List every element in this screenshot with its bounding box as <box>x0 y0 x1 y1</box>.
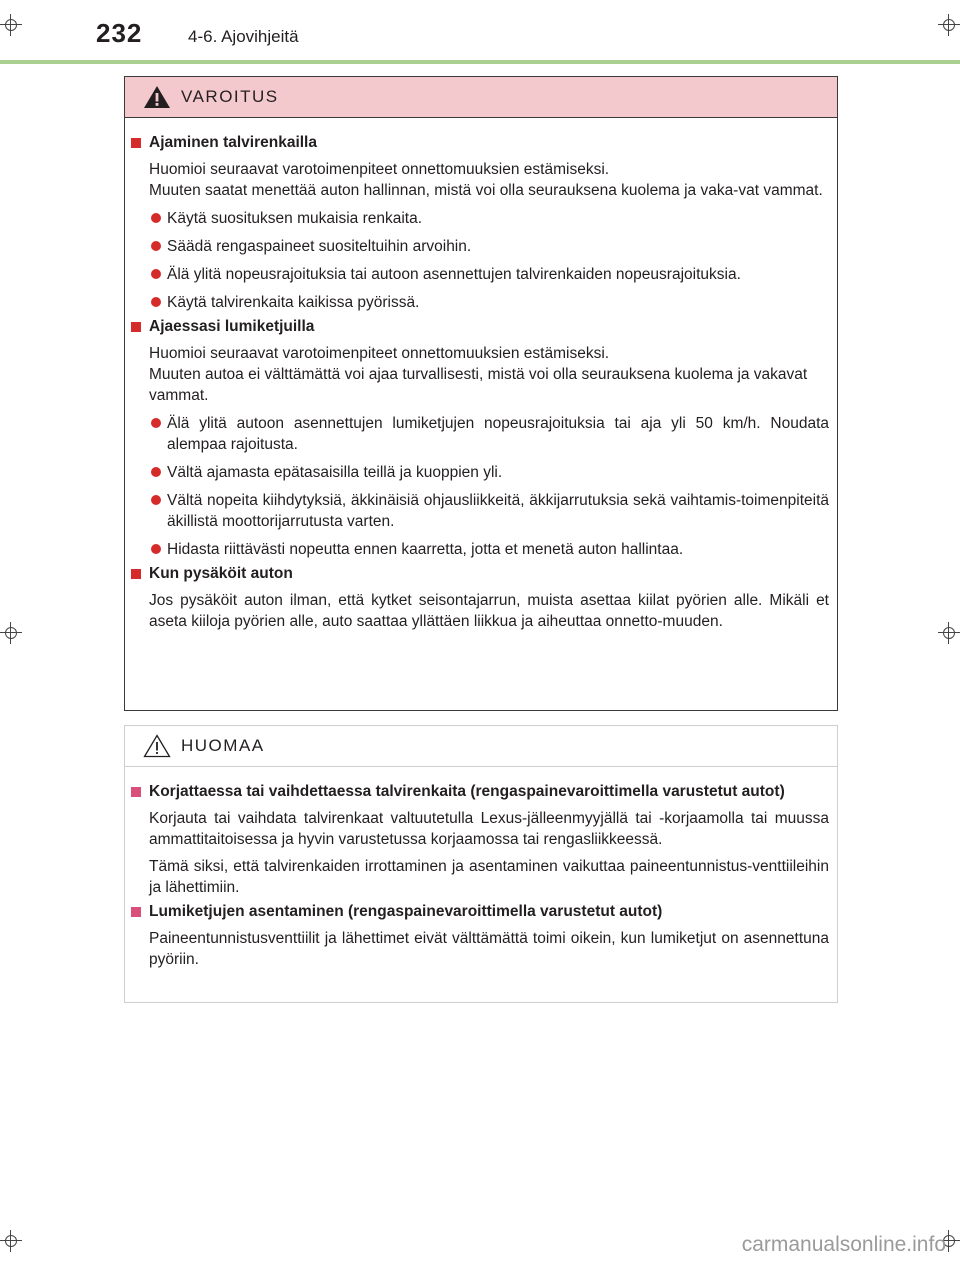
bullet-text: Älä ylitä nopeusrajoituksia tai autoon asennettujen talvirenkaiden nopeusrajoituksia. <box>167 266 741 283</box>
bullet-item <box>131 208 829 229</box>
bullet-item <box>131 539 829 560</box>
bullet-text: Käytä suosituksen mukaisia renkaita. <box>167 210 423 227</box>
square-bullet-icon <box>131 569 141 579</box>
notice-box <box>124 725 838 1003</box>
item-title <box>131 901 829 922</box>
item-title-text: Kun pysäköit auton <box>149 565 293 582</box>
paragraph: Paineentunnistusventtiilit ja lähettimet eivät välttämättä toimi oikein, kun lumiketjut on asennettuna pyöriin. <box>149 930 829 968</box>
paragraph: Tämä siksi, että talvirenkaiden irrottaminen ja asentaminen vaikuttaa paineentunnistus-venttiileihin ja lähettimiin. <box>149 858 829 896</box>
bullet-text: Säädä rengaspaineet suositeltuihin arvoihin. <box>167 238 472 255</box>
warning-triangle-icon <box>143 85 171 109</box>
warning-label: VAROITUS <box>181 87 279 106</box>
bullet-item <box>131 462 829 483</box>
crop-mark-bottom-left <box>0 1230 22 1252</box>
square-bullet-icon <box>131 322 141 332</box>
section-title: 4-6. Ajovihjeitä <box>188 27 299 46</box>
item-title-text: Ajaessasi lumiketjuilla <box>149 318 315 335</box>
bullet-item <box>131 490 829 532</box>
page-number: 232 <box>96 18 143 48</box>
square-bullet-icon <box>131 907 141 917</box>
bullet-item <box>131 236 829 257</box>
round-bullet-icon <box>151 297 161 307</box>
paragraph: Huomioi seuraavat varotoimenpiteet onnettomuuksien estämiseksi. <box>149 161 610 178</box>
bullet-text: Hidasta riittävästi nopeutta ennen kaarretta, jotta et menetä auton hallintaa. <box>167 541 684 558</box>
crop-mark-top-right <box>938 14 960 36</box>
paragraph: Huomioi seuraavat varotoimenpiteet onnettomuuksien estämiseksi. <box>149 345 610 362</box>
item-title <box>131 132 829 153</box>
notice-header <box>125 726 837 767</box>
paragraph: Jos pysäköit auton ilman, että kytket seisontajarrun, muista asettaa kiilat pyörien alle. Mikäli et aseta kiiloja pyörien alle, auto saattaa yllättäen liikkua ja aiheuttaa onnetto-muuden. <box>149 592 829 630</box>
watermark: carmanualsonline.info <box>741 1233 946 1256</box>
crop-mark-top-left <box>0 14 22 36</box>
paragraph: Muuten saatat menettää auton hallinnan, mistä voi olla seurauksena kuolema ja vaka-vat vammat. <box>149 182 823 199</box>
round-bullet-icon <box>151 467 161 477</box>
bullet-item <box>131 292 829 313</box>
round-bullet-icon <box>151 269 161 279</box>
square-bullet-icon <box>131 787 141 797</box>
notice-content <box>125 778 837 970</box>
item-title-text: Lumiketjujen asentaminen (rengaspainevaroittimella varustetut autot) <box>149 903 663 920</box>
notice-label: HUOMAA <box>181 736 265 755</box>
header-rule <box>0 60 960 64</box>
crop-mark-middle-left <box>0 622 22 644</box>
warning-header <box>125 77 837 118</box>
square-bullet-icon <box>131 138 141 148</box>
paragraph: Muuten autoa ei välttämättä voi ajaa turvallisesti, mistä voi olla seurauksena kuolema ja vakavat vammat. <box>149 366 808 404</box>
item-title <box>131 316 829 337</box>
bullet-text: Vältä ajamasta epätasaisilla teillä ja kuoppien yli. <box>167 464 503 481</box>
paragraph: Korjauta tai vaihdata talvirenkaat valtuutetulla Lexus-jälleenmyyjällä tai -korjaamolla tai muussa ammattitaitoisessa ja hyvin varustetussa korjaamossa tai rengasliikkeessä. <box>149 810 829 848</box>
warning-content <box>125 129 837 632</box>
bullet-text: Käytä talvirenkaita kaikissa pyörissä. <box>167 294 420 311</box>
item-title-text: Ajaminen talvirenkailla <box>149 134 317 151</box>
item-title <box>131 563 829 584</box>
warning-box <box>124 76 838 711</box>
round-bullet-icon <box>151 241 161 251</box>
bullet-text: Vältä nopeita kiihdytyksiä, äkkinäisiä ohjausliikkeitä, äkkijarrutuksia sekä vaihtamis-toimenpiteitä äkillistä moottorijarrutusta varten. <box>167 492 829 530</box>
crop-mark-middle-right <box>938 622 960 644</box>
item-title-text: Korjattaessa tai vaihdettaessa talvirenkaita (rengaspainevaroittimella varustetut autot) <box>149 783 785 800</box>
round-bullet-icon <box>151 495 161 505</box>
bullet-item <box>131 264 829 285</box>
item-title <box>131 781 829 802</box>
bullet-item <box>131 413 829 455</box>
round-bullet-icon <box>151 544 161 554</box>
bullet-text: Älä ylitä autoon asennettujen lumiketjujen nopeusrajoituksia tai aja yli 50 km/h. Noudata alempaa rajoitusta. <box>167 415 829 453</box>
round-bullet-icon <box>151 418 161 428</box>
caution-outline-triangle-icon <box>143 734 171 758</box>
round-bullet-icon <box>151 213 161 223</box>
